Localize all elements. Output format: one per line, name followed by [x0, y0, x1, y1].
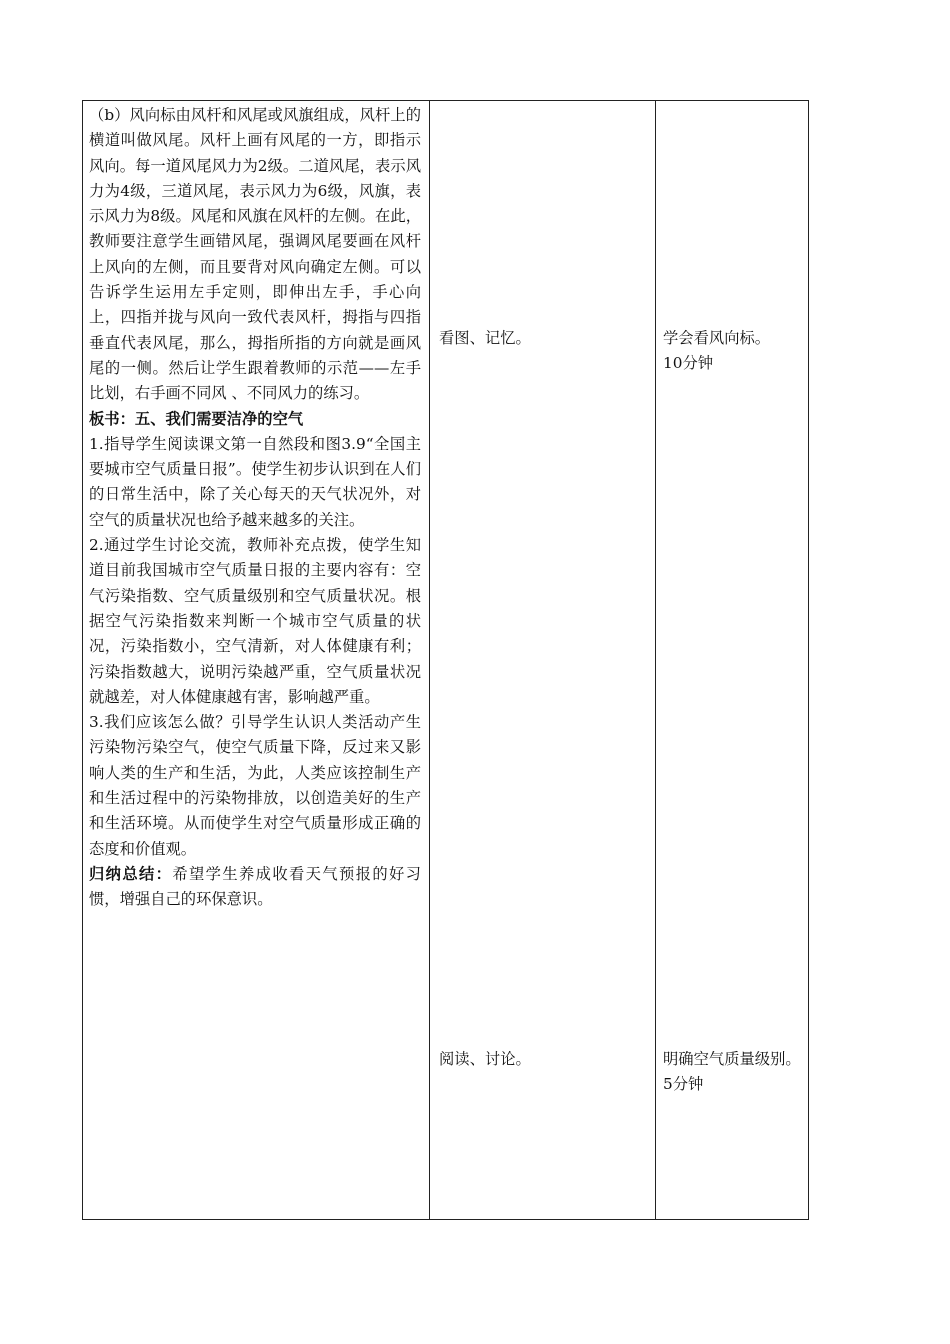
column-divider — [429, 101, 430, 1219]
goal-text: 明确空气质量级别。 — [663, 1050, 801, 1068]
time-text: 10分钟 — [663, 354, 714, 373]
lesson-plan-table — [82, 100, 809, 1220]
design-intent-1 — [663, 326, 803, 377]
column-divider — [655, 101, 656, 1219]
goal-text: 学会看风向标。 — [663, 329, 771, 347]
student-activity-2: 阅读、讨论。 — [439, 1050, 531, 1068]
summary-text: 希望学生养成收看天气预报的好习惯，增强自己的环保意识。 — [89, 864, 421, 909]
board-heading: 板书：五、我们需要洁净的空气 — [89, 409, 304, 428]
student-activity-1: 看图、记忆。 — [439, 329, 531, 347]
design-intent-2 — [663, 1047, 803, 1098]
step-2-paragraph: 2.通过学生讨论交流，教师补充点拨，使学生知道目前我国城市空气质量日报的主要内容有：空气污染指数、空气质量级别和空气质量状况。根据空气污染指数来判断一个城市空气质量的状况，污染指数小，空气清新，对人体健康有利；污染指数越大，说明污染越严重，空气质量状况就越差，对人体健康越有害，影响越严重。 — [89, 536, 421, 706]
summary-paragraph — [89, 862, 421, 913]
summary-label: 归纳总结： — [89, 864, 173, 883]
time-text: 5分钟 — [663, 1075, 704, 1094]
step-1-paragraph: 1.指导学生阅读课文第一自然段和图3.9“全国主要城市空气质量日报”。使学生初步认识到在人们的日常生活中，除了关心每天的天气状况外，对空气的质量状况也给予越来越多的关注。 — [89, 434, 421, 529]
wind-vane-paragraph: （b）风向标由风杆和风尾或风旗组成，风杆上的横道叫做风尾。风杆上画有风尾的一方，即指示风向。每一道风尾风力为2级。二道风尾，表示风力为4级，三道风尾，表示风力为6级，风旗，表示风力为8级。风尾和风旗在风杆的左侧。在此，教师要注意学生画错风尾，强调风尾要画在风杆上风向的左侧，而且要背对风向确定左侧。可以告诉学生运用左手定则，即伸出左手，手心向上，四指并拢与风向一致代表风杆，拇指与四指垂直代表风尾，那么，拇指所指的方向就是画风尾的一侧。然后让学生跟着教师的示范——左手比划，右手画不同风 、不同风力的练习。 — [89, 106, 421, 403]
teaching-process-cell — [89, 103, 421, 913]
step-3-paragraph: 3.我们应该怎么做？引导学生认识人类活动产生污染物污染空气，使空气质量下降，反过来又影响人类的生产和生活，为此，人类应该控制生产和生活过程中的污染物排放，以创造美好的生产和生活环境。从而使学生对空气质量形成正确的态度和价值观。 — [89, 713, 421, 858]
